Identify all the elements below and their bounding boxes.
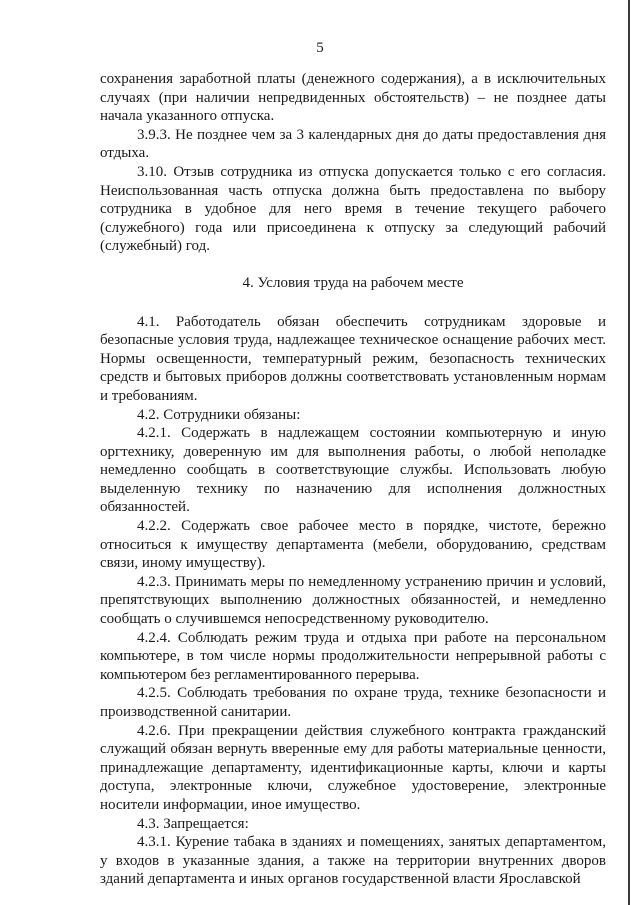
paragraph-4-2-6: 4.2.6. При прекращении действия служебного контракта гражданский служащий обязан вернуть вверенные ему для работы материальные ценности, принадлежащие департаменту, идентификационные карты, ключи и карты доступа, электронные ключи, служебное удостоверение, электронные носители информации, иное имущество. — [100, 722, 606, 813]
document-body — [100, 70, 606, 889]
page-number: 5 — [316, 40, 324, 56]
paragraph-4-2-5: 4.2.5. Соблюдать требования по охране труда, технике безопасности и производственной санитарии. — [100, 685, 606, 720]
paragraph-4-3-1: 4.3.1. Курение табака в зданиях и помещениях, занятых департаментом, у входов в указанные здания, а также на территории внутренних дворов зданий департамента и иных органов государственной власти Ярославской — [100, 834, 606, 888]
paragraph-4-2-1: 4.2.1. Содержать в надлежащем состоянии компьютерную и иную оргтехнику, доверенную им для выполнения работы, о любой неполадке немедленно сообщать в соответствующие службы. Использовать любую выделенную технику по назначению для исполнения должностных обязанностей. — [100, 425, 606, 516]
scan-edge-line — [628, 0, 630, 905]
paragraph-3-9-2-continuation: сохранения заработной платы (денежного содержания), а в исключительных случаях (при наличии непредвиденных обстоятельств) – не позднее даты начала указанного отпуска. — [100, 71, 606, 125]
paragraph-3-10: 3.10. Отзыв сотрудника из отпуска допускается только с его согласия. Неиспользованная часть отпуска должна быть предоставлена по выбору сотрудника в удобное для него время в течение текущего рабочего (служебного) года или присоединена к отпуску за следующий рабочий (служебный) год. — [100, 163, 606, 255]
paragraph-4-1: 4.1. Работодатель обязан обеспечить сотрудникам здоровые и безопасные условия труда, надлежащее техническое оснащение рабочих мест. Нормы освещенности, температурный режим, безопасность технических средств и бытовых приборов должны соответствовать установленным нормам и требованиям. — [100, 313, 606, 404]
paragraph-4-2-4: 4.2.4. Соблюдать режим труда и отдыха при работе на персональном компьютере, в том числе нормы продолжительности непрерывной работы с компьютером без регламентированного перерыва. — [100, 629, 606, 683]
paragraph-3-9-3: 3.9.3. Не позднее чем за 3 календарных дня до даты предоставления дня отдыха. — [100, 126, 606, 162]
section-heading: 4. Условия труда на рабочем месте — [242, 274, 464, 291]
paragraph-4-3: 4.3. Запрещается: — [137, 815, 249, 832]
paragraph-4-2-2: 4.2.2. Содержать свое рабочее место в порядке, чистоте, бережно относиться к имуществу департамента (мебели, оборудованию, средствам связи, иному имуществу). — [100, 518, 606, 572]
paragraph-4-2-3: 4.2.3. Принимать меры по немедленному устранению причин и условий, препятствующих выполнению должностных обязанностей, и немедленно сообщать о случившемся непосредственному руководителю. — [100, 573, 606, 628]
paragraph-4-2: 4.2. Сотрудники обязаны: — [137, 406, 301, 423]
